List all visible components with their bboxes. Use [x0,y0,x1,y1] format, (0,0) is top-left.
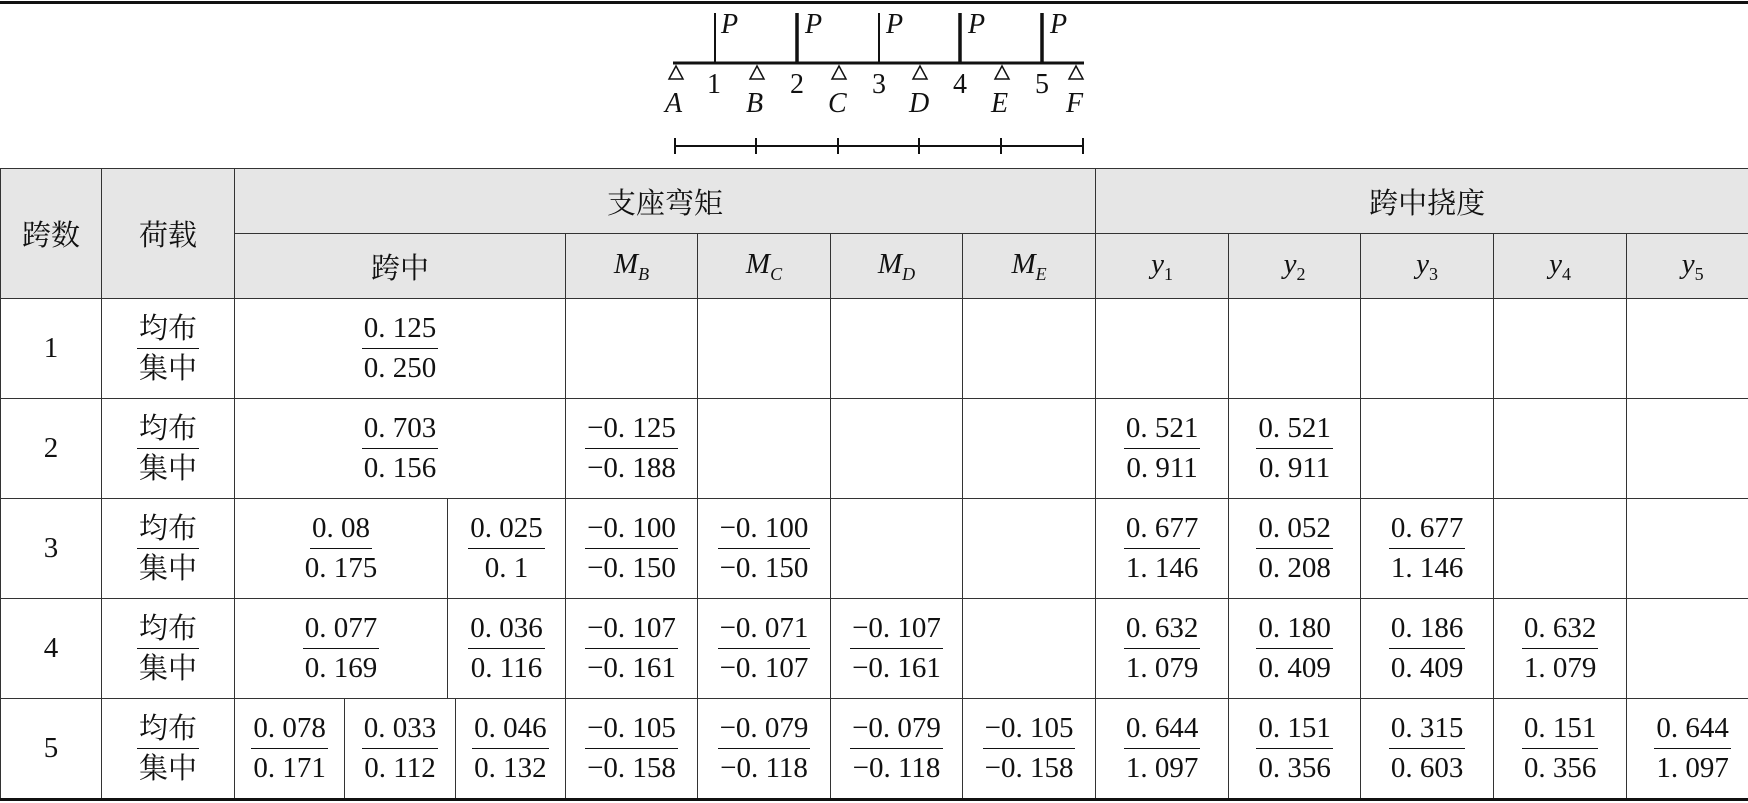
span-number-5: 5 [1035,69,1049,100]
support-label-c: C [828,88,847,119]
moment-mb: $\frac{-0. 107}{-0. 161}$ [566,599,698,699]
deflection-y1: $\frac{0. 677}{1. 146}$ [1096,499,1229,599]
midspan-value: $\frac{0. 033}{0. 112}$ [344,699,454,798]
deflection-y1: $\frac{0. 521}{0. 911}$ [1096,399,1229,499]
load-label: P [721,9,739,40]
span-number-2: 2 [790,69,804,100]
midspan-value: $\frac{0. 046}{0. 132}$ [455,699,565,798]
midspan-value: $\frac{0. 078}{0. 171}$ [253,712,326,784]
deflection-y2: $\frac{0. 521}{0. 911}$ [1229,399,1361,499]
deflection-y5 [1627,299,1748,399]
load-label: P [805,9,823,40]
load-label: P [886,9,904,40]
deflection-y5: $\frac{0. 644}{1. 097}$ [1627,699,1748,800]
moment-md [831,499,963,599]
span-count: 4 [1,599,102,699]
table-row [1,399,1748,499]
deflection-y3: $\frac{0. 315}{0. 603}$ [1361,699,1494,800]
deflection-y1 [1096,299,1229,399]
deflection-y2: $\frac{0. 052}{0. 208}$ [1229,499,1361,599]
midspan-values [235,699,566,800]
load-type: $\frac{\text{均布}}{\text{集中}}$ [102,599,235,699]
moment-md: $\frac{-0. 079}{-0. 118}$ [831,699,963,800]
support-label-d: D [909,88,930,119]
midspan-value: $\frac{0. 036}{0. 116}$ [448,599,566,699]
load-label: P [1050,9,1068,40]
support-b-icon [750,66,764,79]
support-label-b: B [746,88,764,119]
load-type: $\frac{\text{均布}}{\text{集中}}$ [102,699,235,800]
moment-mb: $\frac{-0. 105}{-0. 158}$ [566,699,698,800]
deflection-y5 [1627,599,1748,699]
span-number-4: 4 [953,69,967,100]
load-4 [960,9,985,63]
support-c-icon [832,66,846,79]
table-row [1,699,1748,800]
moment-mb: $\frac{-0. 125}{-0. 188}$ [566,399,698,499]
deflection-y2: $\frac{0. 151}{0. 356}$ [1229,699,1361,800]
deflection-y2: $\frac{0. 180}{0. 409}$ [1229,599,1361,699]
table-row [1,599,1748,699]
coefficient-table [0,168,1748,801]
header-midspan: 跨中 [235,234,566,299]
moment-me [963,299,1096,399]
support-label-e: E [991,88,1009,119]
load-5 [1042,9,1067,63]
load-1 [715,9,738,63]
header-mc: $M_C$ [698,234,831,299]
moment-mc [698,299,831,399]
deflection-y3: $\frac{0. 186}{0. 409}$ [1361,599,1494,699]
header-y5: $y_5$ [1627,234,1748,299]
header-load: 荷载 [102,169,235,299]
deflection-y1: $\frac{0. 644}{1. 097}$ [1096,699,1229,800]
support-e-icon [995,66,1009,79]
load-type: $\frac{\text{均布}}{\text{集中}}$ [102,399,235,499]
deflection-y2 [1229,299,1361,399]
moment-me: $\frac{-0. 105}{-0. 158}$ [963,699,1096,800]
header-y4: $y_4$ [1494,234,1627,299]
span-count: 1 [1,299,102,399]
header-y1: $y_1$ [1096,234,1229,299]
deflection-y3 [1361,299,1494,399]
deflection-y4 [1494,399,1627,499]
deflection-y4: $\frac{0. 632}{1. 079}$ [1494,599,1627,699]
moment-mc: $\frac{-0. 100}{-0. 150}$ [698,499,831,599]
deflection-y4 [1494,299,1627,399]
moment-me [963,599,1096,699]
deflection-y4: $\frac{0. 151}{0. 356}$ [1494,699,1627,800]
header-y2: $y_2$ [1229,234,1361,299]
moment-mb: $\frac{-0. 100}{-0. 150}$ [566,499,698,599]
support-label-f: F [1066,88,1084,119]
load-2 [797,9,822,63]
deflection-y1: $\frac{0. 632}{1. 079}$ [1096,599,1229,699]
support-label-a: A [665,88,683,119]
span-number-1: 1 [707,69,721,100]
midspan-value: $\frac{0. 08}{0. 175}$ [235,499,448,599]
moment-me [963,399,1096,499]
support-f-icon [1069,66,1083,79]
deflection-y3: $\frac{0. 677}{1. 146}$ [1361,499,1494,599]
midspan-value: $\frac{0. 025}{0. 1}$ [448,499,566,599]
deflection-y4 [1494,499,1627,599]
support-a-icon [669,66,683,79]
header-mb: $M_B$ [566,234,698,299]
dimension-line [675,138,1083,154]
deflection-y5 [1627,399,1748,499]
span-count: 5 [1,699,102,800]
load-type: $\frac{\text{均布}}{\text{集中}}$ [102,299,235,399]
header-midspan-deflection: 跨中挠度 [1096,169,1748,234]
span-number-3: 3 [872,69,886,100]
midspan-value: $\frac{0. 125}{0. 250}$ [235,299,566,399]
span-count: 2 [1,399,102,499]
moment-md [831,399,963,499]
moment-me [963,499,1096,599]
deflection-y5 [1627,499,1748,599]
load-3 [879,9,903,63]
moment-md: $\frac{-0. 107}{-0. 161}$ [831,599,963,699]
load-type: $\frac{\text{均布}}{\text{集中}}$ [102,499,235,599]
moment-mc: $\frac{-0. 071}{-0. 107}$ [698,599,831,699]
beam-diagram [0,0,1748,170]
header-spans: 跨数 [1,169,102,299]
span-count: 3 [1,499,102,599]
header-y3: $y_3$ [1361,234,1494,299]
midspan-value: $\frac{0. 077}{0. 169}$ [235,599,448,699]
load-label: P [968,9,986,40]
table-row [1,499,1748,599]
support-d-icon [913,66,927,79]
moment-mc [698,399,831,499]
moment-md [831,299,963,399]
table-row [1,299,1748,399]
header-md: $M_D$ [831,234,963,299]
midspan-value: $\frac{0. 703}{0. 156}$ [235,399,566,499]
header-support-moment: 支座弯矩 [235,169,1096,234]
deflection-y3 [1361,399,1494,499]
moment-mb [566,299,698,399]
header-me: $M_E$ [963,234,1096,299]
moment-mc: $\frac{-0. 079}{-0. 118}$ [698,699,831,800]
